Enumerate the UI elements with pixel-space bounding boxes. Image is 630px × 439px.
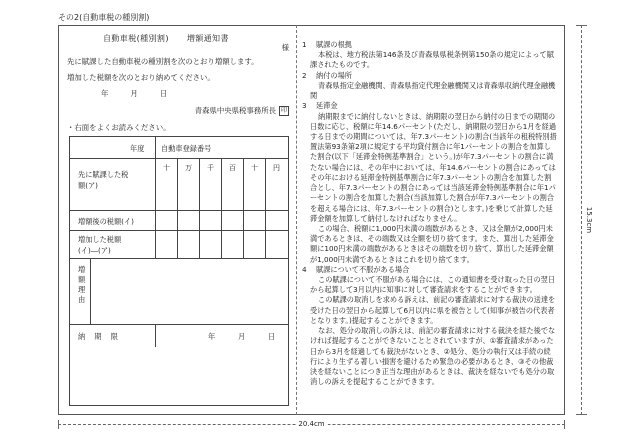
divider — [199, 211, 200, 230]
divider — [90, 259, 91, 324]
notice-line-2: 増加した税額を次のとおり納めてください。 — [67, 73, 215, 82]
due-month: 月 — [238, 332, 246, 341]
item-body: この賦課の取消しを求める訴えは、前記の審査請求に対する裁決の送達を受けた日の翌日から起算して6月以内に県を被告として(知事が被告の代表者となります。)提起することができます。 — [310, 295, 556, 325]
reg-label: 自動車登録番号 — [161, 144, 212, 153]
item-body: この賦課について不服がある場合には、この通知書を受け取った日の翌日から起算して3月以内に知事に対して審査請求をすることができます。 — [310, 275, 556, 295]
width-label: 20.4cm — [295, 420, 327, 428]
increase-label: 増加した税額 (イ)―(ア) — [78, 235, 122, 256]
divider — [265, 231, 266, 258]
item-heading: 4 賦課について不服がある場合 — [302, 264, 410, 274]
divider — [199, 159, 200, 210]
honorific: 様 — [281, 43, 289, 52]
issuer — [195, 106, 289, 116]
notice-panel — [59, 26, 295, 414]
height-dimension — [576, 25, 594, 415]
date-year: 年 — [101, 89, 109, 98]
divider — [221, 231, 222, 258]
item-body: 納期限までに納付しないときは、納期限の翌日から納付の日までの期間の日数に応じ、税額に年14.6パーセント(ただし、納期限の翌日から1月を経過する日までの期間については、年7.3パーセント)の割合(当該年の租税特別措置法第93条第2項に規定する平均貸付割合に年1パーセントの割合を加算した割合(以下「延滞金特例基準割合」という。)が年7.3パーセントの割合に満たない場合には、その年中においては、年14.6パーセントの割合にあってはその年における延滞金特例基準割合に年7.3パーセントの割合を加算した割合とし、年7.3パーセントの割合にあっては当該延滞金特例基準割合に年1パーセントの割合を加算した割合(当該加算した割合が年7.3パーセントの割合を超える場合には、年7.3パーセントの割合)とします。)を乗じて計算した延滞金額を加算して納付しなければなりません。 — [310, 111, 557, 223]
table-row-prev-tax — [70, 159, 288, 211]
divider — [243, 231, 244, 258]
digit-label: 千 — [207, 164, 214, 172]
year-label: 年度 — [130, 144, 145, 153]
item-body: 青森県指定金融機関、青森県指定代理金融機関又は青森県収納代理金融機関 — [310, 80, 556, 101]
table-row-due — [70, 325, 288, 347]
instructions-panel — [302, 40, 557, 412]
due-label: 納 期 限 — [78, 332, 119, 341]
divider — [243, 159, 244, 210]
table-row-reason — [70, 259, 288, 325]
digit-label: 円 — [273, 164, 280, 172]
digit-label: 十 — [251, 164, 258, 172]
notice-title — [103, 33, 229, 44]
due-day: 日 — [268, 332, 276, 341]
divider — [177, 211, 178, 230]
digit-label: 十 — [163, 164, 170, 172]
width-dimension — [58, 420, 565, 430]
notice-title-left: 自動車税(種別割) — [103, 34, 169, 43]
divider — [221, 211, 222, 230]
divider — [155, 325, 156, 347]
back-note: ・右面をよくお読みください。 — [67, 123, 171, 132]
item-heading: 2 納付の場所 — [302, 70, 352, 80]
divider — [177, 231, 178, 258]
item-body: この場合、税額に1,000円未満の端数があるとき、又は全額が2,000円未満であるときは、その端数又は全額を切り捨てます。また、算出した延滞金額に100円未満の端数があるときはその端数を切り捨て、算出した延滞金額が1,000円未満であるときはこれを切り捨てます。 — [310, 223, 554, 264]
tax-table — [69, 136, 289, 406]
item-heading: 1 賦課の根拠 — [302, 40, 352, 49]
item-heading: 3 延滞金 — [302, 101, 338, 111]
divider — [155, 137, 156, 158]
divider — [199, 231, 200, 258]
digit-label: 百 — [229, 164, 236, 172]
divider — [265, 159, 266, 210]
notice-line-1: 先に賦課した自動車税の種別割を次のとおり増額します。 — [67, 57, 259, 66]
item-body: なお、処分の取消しの訴えは、前記の審査請求に対する裁決を経た後でなければ提起することができないこととされていますが、①審査請求があった日から3月を経過しても裁決がないとき、②処分、処分の執行又は手続の続行により生ずる著しい損害を避けるため緊急の必要があるとき、③その他裁決を経ないことにつき正当な理由があるときは、裁決を経ないでも処分の取消しの訴えを提起することができます。 — [310, 326, 556, 387]
table-row-increase — [70, 231, 288, 259]
divider — [155, 159, 156, 210]
height-label: 15.3cm — [585, 206, 594, 234]
notice-date — [79, 90, 167, 97]
divider — [265, 211, 266, 230]
table-row-year — [70, 137, 288, 159]
page-header: その2(自動車税の種別割) — [58, 13, 150, 22]
notice-title-right: 増額通知書 — [186, 34, 229, 43]
divider — [155, 231, 156, 258]
divider — [155, 211, 156, 230]
seal-icon: 印 — [280, 107, 287, 114]
date-month: 月 — [130, 89, 138, 98]
table-row-after — [70, 211, 288, 231]
prev-tax-label: 先に賦課した税 額(ア) — [78, 170, 129, 191]
fold-line — [296, 25, 297, 415]
date-day: 日 — [159, 89, 168, 98]
due-year: 年 — [208, 332, 216, 341]
divider — [177, 159, 178, 210]
reason-label: 増 額 理 由 — [78, 265, 86, 305]
item-body: 本税は、地方税法第146条及び青森県県税条例第150条の規定によって賦課されたものです。 — [310, 50, 554, 70]
digit-label: 万 — [185, 164, 192, 172]
after-label: 増額後の税額(イ) — [78, 217, 134, 226]
divider — [221, 159, 222, 210]
issuer-name: 青森県中央県税事務所長 — [194, 106, 276, 116]
divider — [243, 211, 244, 230]
